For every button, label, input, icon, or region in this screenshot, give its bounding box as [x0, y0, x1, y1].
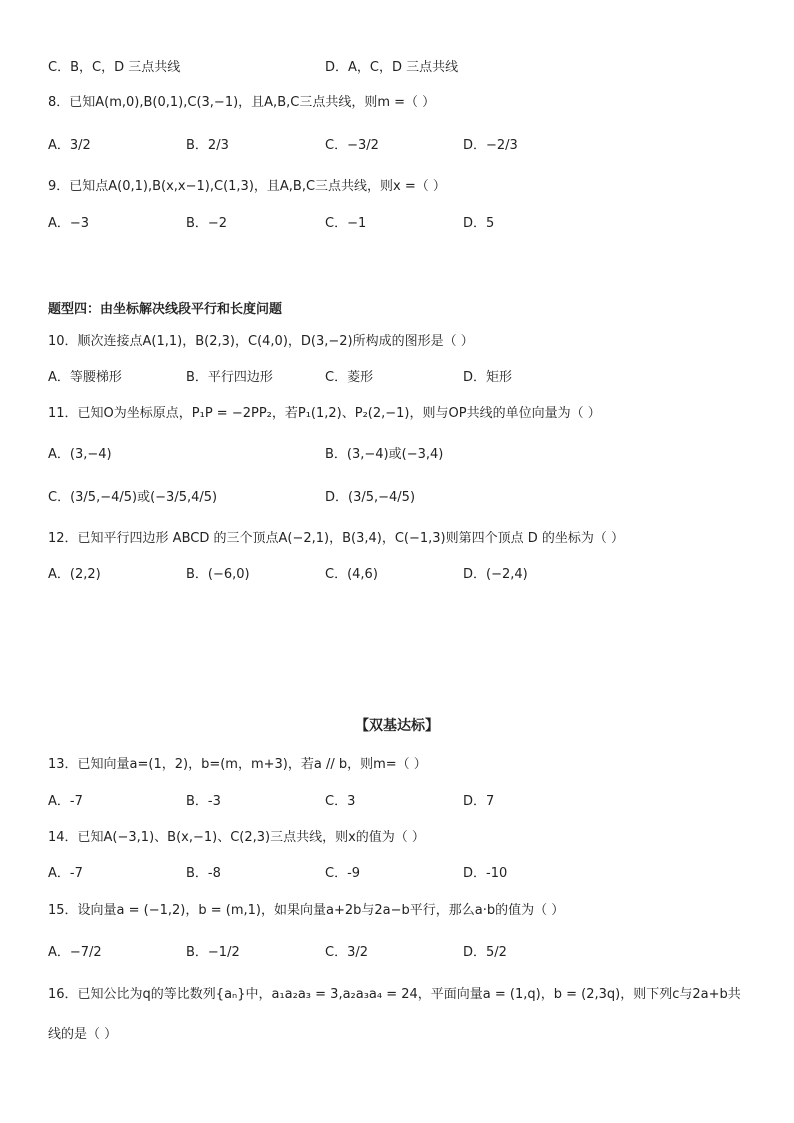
q14-stem: 14．已知A(−3,1)、B(x,−1)、C(2,3)三点共线，则x的值为（ ） — [48, 830, 425, 845]
q14-option-a: A．-7 — [48, 866, 83, 881]
q7-option-d: D．A，C，D 三点共线 — [325, 60, 459, 75]
q15-stem: 15．设向量a = (−1,2)，b = (m,1)，如果向量a+2b与2a−b平行，那么a·b的值为（ ） — [48, 903, 565, 918]
q9-option-c: C．−1 — [325, 216, 367, 231]
q13-option-d: D．7 — [463, 794, 495, 809]
q12-option-b: B．(−6,0) — [186, 567, 250, 582]
q15-option-d: D．5/2 — [463, 945, 507, 960]
q13-option-c: C．3 — [325, 794, 356, 809]
q16-stem-line2: 线的是（ ） — [48, 1027, 118, 1042]
q11-stem: 11．已知O为坐标原点，P₁P = −2PP₂，若P₁(1,2)、P₂(2,−1)，则与OP共线的单位向量为（ ） — [48, 406, 601, 421]
q13-option-b: B．-3 — [186, 794, 221, 809]
q8-stem: 8．已知A(m,0),B(0,1),C(3,−1)，且A,B,C三点共线，则m =（ ） — [48, 95, 436, 110]
q10-option-b: B．平行四边形 — [186, 370, 273, 385]
q15-option-a: A．−7/2 — [48, 945, 102, 960]
q10-stem: 10．顺次连接点A(1,1)，B(2,3)，C(4,0)，D(3,−2)所构成的图形是（ ） — [48, 334, 474, 349]
q11-option-b: B．(3,−4)或(−3,4) — [325, 447, 444, 462]
q13-option-a: A．-7 — [48, 794, 83, 809]
q11-option-d: D．(3/5,−4/5) — [325, 490, 416, 505]
q8-option-a: A．3/2 — [48, 138, 91, 153]
q12-option-c: C．(4,6) — [325, 567, 378, 582]
q10-option-d: D．矩形 — [463, 370, 513, 385]
q11-option-a: A．(3,−4) — [48, 447, 112, 462]
q15-option-c: C．3/2 — [325, 945, 368, 960]
q8-option-c: C．−3/2 — [325, 138, 379, 153]
q9-option-a: A．−3 — [48, 216, 90, 231]
q12-option-d: D．(−2,4) — [463, 567, 528, 582]
section-title: 题型四：由坐标解决线段平行和长度问题 — [48, 302, 283, 317]
q10-option-c: C．菱形 — [325, 370, 374, 385]
q16-stem-line1: 16．已知公比为q的等比数列{aₙ}中，a₁a₂a₃ = 3,a₂a₃a₄ = 24，平面向量a = (1,q)，b = (2,3q)，则下列c与2a+b共 — [48, 987, 741, 1002]
q14-option-d: D．-10 — [463, 866, 508, 881]
q8-option-d: D．−2/3 — [463, 138, 518, 153]
q14-option-b: B．-8 — [186, 866, 221, 881]
q10-option-a: A．等腰梯形 — [48, 370, 122, 385]
q15-option-b: B．−1/2 — [186, 945, 240, 960]
q13-stem: 13．已知向量a=(1，2)，b=(m，m+3)，若a // b，则m=（ ） — [48, 757, 427, 772]
q9-option-b: B．−2 — [186, 216, 228, 231]
q9-option-d: D．5 — [463, 216, 495, 231]
q14-option-c: C．-9 — [325, 866, 361, 881]
q7-option-c: C．B，C，D 三点共线 — [48, 60, 181, 75]
q12-option-a: A．(2,2) — [48, 567, 101, 582]
section-double-title: 【双基达标】 — [355, 718, 439, 734]
q9-stem: 9．已知点A(0,1),B(x,x−1),C(1,3)，且A,B,C三点共线，则x =（ ） — [48, 179, 446, 194]
q11-option-c: C．(3/5,−4/5)或(−3/5,4/5) — [48, 490, 218, 505]
q12-stem: 12．已知平行四边形 ABCD 的三个顶点A(−2,1)，B(3,4)，C(−1,3)则第四个顶点 D 的坐标为（ ） — [48, 531, 625, 546]
q8-option-b: B．2/3 — [186, 138, 229, 153]
